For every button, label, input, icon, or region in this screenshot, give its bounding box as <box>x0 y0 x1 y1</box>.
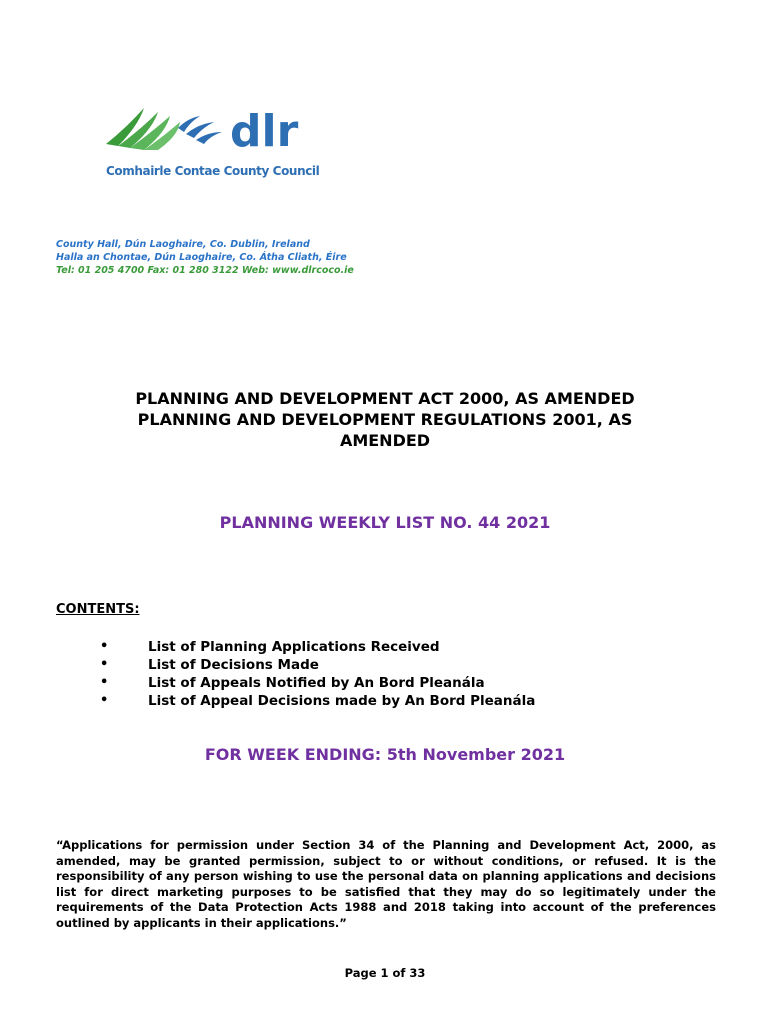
act-line-2: PLANNING AND DEVELOPMENT REGULATIONS 2001, AS <box>137 410 633 429</box>
address-line-english: County Hall, Dún Laoghaire, Co. Dublin, Ireland <box>56 239 310 250</box>
bullet-icon: • <box>100 639 109 654</box>
act-line-1: PLANNING AND DEVELOPMENT ACT 2000, AS AMENDED <box>135 389 635 408</box>
contents-item-label: List of Decisions Made <box>148 657 319 673</box>
list-item <box>100 656 535 674</box>
bullet-icon: • <box>100 675 109 690</box>
data-protection-disclaimer: “Applications for permission under Section 34 of the Planning and Development Act, 2000, as amended, may be granted permission, subject to or without conditions, or refused. It is the responsibility of any person wishing to use the personal data on planning applications and decisions list for direct marketing purposes to be satisfied that they may do so legitimately under the requirements of the Data Protection Acts 1988 and 2018 taking into account of the preferences outlined by applicants in their applications.” <box>56 838 716 930</box>
contents-heading: CONTENTS: <box>56 602 140 617</box>
bullet-icon: • <box>100 657 109 672</box>
contents-list <box>100 638 535 710</box>
bullet-icon: • <box>100 693 109 708</box>
logo-tagline: Comhairle Contae County Council <box>106 164 320 178</box>
council-logo <box>104 100 324 190</box>
list-item <box>100 692 535 710</box>
contents-item-label: List of Appeals Notified by An Bord Pleanála <box>148 675 485 691</box>
dlr-logo-mark <box>104 100 324 164</box>
contact-line: Tel: 01 205 4700 Fax: 01 280 3122 Web: www.dlrcoco.ie <box>56 265 354 276</box>
logo-wordmark: dlr <box>230 106 299 157</box>
council-address <box>56 238 354 277</box>
address-line-irish: Halla an Chontae, Dún Laoghaire, Co. Átha Cliath, Éire <box>56 252 347 263</box>
list-item <box>100 674 535 692</box>
page-number: Page 1 of 33 <box>344 966 426 980</box>
contents-item-label: List of Planning Applications Received <box>148 639 440 655</box>
legislation-title <box>60 388 710 451</box>
act-line-3: AMENDED <box>339 431 431 450</box>
week-ending-title: FOR WEEK ENDING: 5th November 2021 <box>204 745 566 764</box>
list-item <box>100 638 535 656</box>
contents-item-label: List of Appeal Decisions made by An Bord Pleanála <box>148 693 536 709</box>
weekly-list-title: PLANNING WEEKLY LIST NO. 44 2021 <box>219 513 551 532</box>
